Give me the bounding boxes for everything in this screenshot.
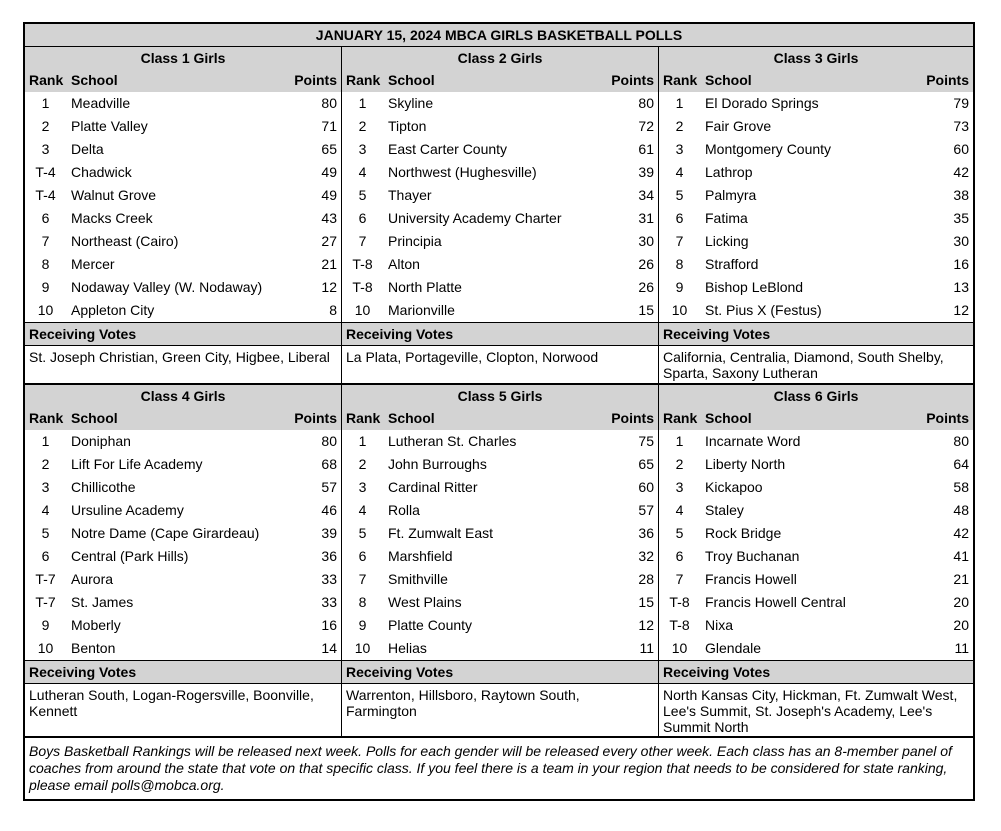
table-row bbox=[25, 591, 341, 614]
rank-cell: 4 bbox=[675, 502, 684, 518]
rank-cell: 5 bbox=[358, 187, 367, 203]
table-row bbox=[659, 614, 973, 637]
rank-cell: 2 bbox=[358, 456, 367, 472]
table-row bbox=[25, 476, 341, 499]
points-cell: 68 bbox=[321, 456, 337, 472]
receiving-votes-list: North Kansas City, Hickman, Ft. Zumwalt West, Lee's Summit, St. Joseph's Academy, Lee's Summit North bbox=[663, 687, 958, 735]
class-title: Class 2 Girls bbox=[342, 47, 658, 69]
points-cell: 16 bbox=[953, 256, 969, 272]
receiving-votes-header: Receiving Votes bbox=[25, 322, 341, 346]
school-cell: Doniphan bbox=[71, 433, 131, 449]
table-row bbox=[342, 591, 658, 614]
table-row bbox=[25, 453, 341, 476]
rank-cell: 7 bbox=[675, 571, 684, 587]
rank-cell: 9 bbox=[358, 617, 367, 633]
points-header: Points bbox=[611, 410, 654, 426]
school-cell: Tipton bbox=[388, 118, 427, 134]
school-cell: Francis Howell Central bbox=[705, 594, 846, 610]
table-row bbox=[25, 115, 341, 138]
rank-cell: 5 bbox=[675, 187, 684, 203]
rank-cell: 4 bbox=[358, 502, 367, 518]
school-cell: Montgomery County bbox=[705, 141, 832, 157]
table-row bbox=[659, 115, 973, 138]
school-cell: Northeast (Cairo) bbox=[71, 233, 179, 249]
points-cell: 21 bbox=[321, 256, 337, 272]
table-row bbox=[659, 545, 973, 568]
table-row bbox=[25, 138, 341, 161]
table-row bbox=[659, 230, 973, 253]
school-header: School bbox=[388, 410, 435, 426]
table-row bbox=[342, 276, 658, 299]
points-header: Points bbox=[611, 72, 654, 88]
points-cell: 16 bbox=[321, 617, 337, 633]
rank-cell: 3 bbox=[41, 141, 50, 157]
school-header: School bbox=[705, 410, 752, 426]
rank-cell: 10 bbox=[671, 640, 688, 656]
points-cell: 12 bbox=[953, 302, 969, 318]
school-cell: Skyline bbox=[388, 95, 434, 111]
column-header-row bbox=[25, 69, 341, 92]
rank-cell: T-4 bbox=[35, 164, 56, 180]
class-column bbox=[25, 385, 342, 736]
table-row bbox=[659, 138, 973, 161]
table-row bbox=[342, 430, 658, 453]
school-cell: Northwest (Hughesville) bbox=[388, 164, 537, 180]
class-column bbox=[659, 385, 973, 736]
table-row bbox=[342, 161, 658, 184]
rank-cell: 1 bbox=[675, 95, 684, 111]
school-cell: Chillicothe bbox=[71, 479, 136, 495]
rank-cell: T-4 bbox=[35, 187, 56, 203]
rank-cell: 1 bbox=[41, 433, 50, 449]
school-cell: Benton bbox=[71, 640, 116, 656]
school-cell: Aurora bbox=[71, 571, 114, 587]
school-header: School bbox=[71, 410, 118, 426]
table-row bbox=[25, 230, 341, 253]
rank-cell: T-8 bbox=[352, 279, 373, 295]
school-cell: Fatima bbox=[705, 210, 748, 226]
points-cell: 20 bbox=[953, 594, 969, 610]
table-row bbox=[659, 207, 973, 230]
school-cell: Rolla bbox=[388, 502, 420, 518]
points-cell: 58 bbox=[953, 479, 969, 495]
points-cell: 75 bbox=[638, 433, 654, 449]
table-row bbox=[342, 568, 658, 591]
school-cell: John Burroughs bbox=[388, 456, 487, 472]
rank-cell: 2 bbox=[358, 118, 367, 134]
rank-cell: 7 bbox=[41, 233, 50, 249]
points-cell: 15 bbox=[638, 594, 654, 610]
receiving-votes-header: Receiving Votes bbox=[659, 322, 973, 346]
receiving-votes-list: Warrenton, Hillsboro, Raytown South, Farmington bbox=[346, 687, 580, 719]
points-cell: 26 bbox=[638, 279, 654, 295]
points-cell: 42 bbox=[953, 525, 969, 541]
rank-cell: 10 bbox=[354, 640, 371, 656]
school-cell: Liberty North bbox=[705, 456, 786, 472]
points-cell: 30 bbox=[953, 233, 969, 249]
points-cell: 48 bbox=[953, 502, 969, 518]
table-row bbox=[659, 276, 973, 299]
school-cell: Platte County bbox=[388, 617, 473, 633]
points-cell: 30 bbox=[638, 233, 654, 249]
class-column bbox=[342, 47, 659, 383]
school-cell: Rock Bridge bbox=[705, 525, 782, 541]
school-cell: Platte Valley bbox=[71, 118, 148, 134]
school-cell: Troy Buchanan bbox=[705, 548, 800, 564]
rank-cell: 3 bbox=[675, 141, 684, 157]
school-cell: Staley bbox=[705, 502, 744, 518]
table-row bbox=[25, 499, 341, 522]
rank-cell: 5 bbox=[358, 525, 367, 541]
points-cell: 60 bbox=[953, 141, 969, 157]
rank-cell: 10 bbox=[671, 302, 688, 318]
column-header-row bbox=[342, 69, 658, 92]
table-row bbox=[25, 299, 341, 322]
table-row bbox=[659, 253, 973, 276]
rank-cell: 8 bbox=[675, 256, 684, 272]
school-cell: Appleton City bbox=[71, 302, 155, 318]
school-cell: Glendale bbox=[705, 640, 762, 656]
points-cell: 32 bbox=[638, 548, 654, 564]
class-column bbox=[659, 47, 973, 383]
rank-header: Rank bbox=[346, 72, 381, 88]
table-row bbox=[659, 522, 973, 545]
points-cell: 34 bbox=[638, 187, 654, 203]
school-cell: Helias bbox=[388, 640, 427, 656]
table-row bbox=[342, 184, 658, 207]
class-title: Class 4 Girls bbox=[25, 385, 341, 407]
rank-cell: 6 bbox=[358, 548, 367, 564]
receiving-votes-header: Receiving Votes bbox=[342, 322, 658, 346]
table-row bbox=[342, 115, 658, 138]
school-cell: University Academy Charter bbox=[388, 210, 562, 226]
rank-cell: T-8 bbox=[352, 256, 373, 272]
table-row bbox=[342, 499, 658, 522]
school-cell: Delta bbox=[71, 141, 104, 157]
points-cell: 12 bbox=[321, 279, 337, 295]
school-cell: St. James bbox=[71, 594, 134, 610]
rank-header: Rank bbox=[663, 410, 698, 426]
rank-cell: 9 bbox=[675, 279, 684, 295]
points-cell: 8 bbox=[329, 302, 337, 318]
school-cell: Principia bbox=[388, 233, 442, 249]
rank-cell: 1 bbox=[358, 433, 367, 449]
points-cell: 42 bbox=[953, 164, 969, 180]
rank-cell: 4 bbox=[358, 164, 367, 180]
school-cell: Marshfield bbox=[388, 548, 453, 564]
rank-cell: 1 bbox=[358, 95, 367, 111]
rank-cell: 6 bbox=[675, 210, 684, 226]
table-row bbox=[342, 92, 658, 115]
school-cell: West Plains bbox=[388, 594, 462, 610]
points-cell: 80 bbox=[321, 433, 337, 449]
receiving-votes-list: La Plata, Portageville, Clopton, Norwood bbox=[346, 349, 599, 365]
points-cell: 26 bbox=[638, 256, 654, 272]
school-cell: St. Pius X (Festus) bbox=[705, 302, 822, 318]
class-title: Class 3 Girls bbox=[659, 47, 973, 69]
points-cell: 21 bbox=[953, 571, 969, 587]
points-cell: 41 bbox=[953, 548, 969, 564]
points-cell: 39 bbox=[638, 164, 654, 180]
points-cell: 13 bbox=[953, 279, 969, 295]
table-row bbox=[25, 568, 341, 591]
rank-cell: 3 bbox=[358, 141, 367, 157]
school-cell: East Carter County bbox=[388, 141, 508, 157]
table-row bbox=[659, 161, 973, 184]
table-row bbox=[659, 453, 973, 476]
points-cell: 72 bbox=[638, 118, 654, 134]
table-row bbox=[25, 207, 341, 230]
class-column bbox=[342, 385, 659, 736]
points-cell: 38 bbox=[953, 187, 969, 203]
school-header: School bbox=[388, 72, 435, 88]
rank-cell: 6 bbox=[41, 548, 50, 564]
column-header-row bbox=[659, 69, 973, 92]
points-cell: 31 bbox=[638, 210, 654, 226]
rank-cell: 4 bbox=[41, 502, 50, 518]
table-row bbox=[659, 184, 973, 207]
table-row bbox=[342, 299, 658, 322]
table-row bbox=[342, 545, 658, 568]
table-row bbox=[659, 92, 973, 115]
points-cell: 80 bbox=[638, 95, 654, 111]
table-row bbox=[25, 184, 341, 207]
points-cell: 43 bbox=[321, 210, 337, 226]
points-cell: 36 bbox=[638, 525, 654, 541]
rank-cell: 5 bbox=[675, 525, 684, 541]
class-title: Class 1 Girls bbox=[25, 47, 341, 69]
bottom-band bbox=[25, 385, 973, 738]
points-cell: 46 bbox=[321, 502, 337, 518]
rank-cell: 2 bbox=[41, 456, 50, 472]
rank-cell: 7 bbox=[358, 233, 367, 249]
rank-cell: 1 bbox=[41, 95, 50, 111]
rank-cell: 2 bbox=[675, 118, 684, 134]
table-row bbox=[659, 637, 973, 660]
school-cell: Cardinal Ritter bbox=[388, 479, 478, 495]
points-header: Points bbox=[294, 410, 337, 426]
school-cell: Fair Grove bbox=[705, 118, 772, 134]
rank-cell: 4 bbox=[675, 164, 684, 180]
table-row bbox=[342, 476, 658, 499]
school-cell: Incarnate Word bbox=[705, 433, 801, 449]
table-row bbox=[25, 161, 341, 184]
points-cell: 71 bbox=[321, 118, 337, 134]
points-cell: 14 bbox=[321, 640, 337, 656]
rank-cell: 1 bbox=[675, 433, 684, 449]
school-cell: North Platte bbox=[388, 279, 462, 295]
points-cell: 80 bbox=[321, 95, 337, 111]
receiving-votes-list: Lutheran South, Logan-Rogersville, Boonville, Kennett bbox=[29, 687, 314, 719]
table-row bbox=[659, 499, 973, 522]
school-cell: Marionville bbox=[388, 302, 455, 318]
rank-cell: 2 bbox=[675, 456, 684, 472]
rank-cell: 10 bbox=[37, 640, 54, 656]
rank-header: Rank bbox=[29, 410, 64, 426]
table-row bbox=[25, 545, 341, 568]
rank-cell: 7 bbox=[358, 571, 367, 587]
points-cell: 15 bbox=[638, 302, 654, 318]
points-cell: 36 bbox=[321, 548, 337, 564]
school-cell: Nixa bbox=[705, 617, 734, 633]
points-cell: 65 bbox=[638, 456, 654, 472]
top-band bbox=[25, 47, 973, 385]
rank-cell: 8 bbox=[358, 594, 367, 610]
school-cell: Ft. Zumwalt East bbox=[388, 525, 494, 541]
table-row bbox=[342, 253, 658, 276]
points-cell: 11 bbox=[639, 640, 654, 656]
table-row bbox=[342, 522, 658, 545]
school-cell: Nodaway Valley (W. Nodaway) bbox=[71, 279, 263, 295]
table-row bbox=[659, 568, 973, 591]
table-row bbox=[342, 614, 658, 637]
points-cell: 73 bbox=[953, 118, 969, 134]
poll-title: JANUARY 15, 2024 MBCA GIRLS BASKETBALL POLLS bbox=[25, 24, 973, 47]
class-title: Class 5 Girls bbox=[342, 385, 658, 407]
table-row bbox=[25, 276, 341, 299]
points-cell: 20 bbox=[953, 617, 969, 633]
points-cell: 35 bbox=[953, 210, 969, 226]
school-cell: Kickapoo bbox=[705, 479, 763, 495]
table-row bbox=[342, 138, 658, 161]
points-cell: 11 bbox=[954, 640, 969, 656]
table-row bbox=[25, 522, 341, 545]
rank-cell: T-7 bbox=[35, 571, 56, 587]
school-cell: Thayer bbox=[388, 187, 432, 203]
rank-cell: 10 bbox=[354, 302, 371, 318]
table-row bbox=[342, 230, 658, 253]
receiving-votes-header: Receiving Votes bbox=[659, 660, 973, 684]
class-column bbox=[25, 47, 342, 383]
school-cell: El Dorado Springs bbox=[705, 95, 819, 111]
points-cell: 33 bbox=[321, 594, 337, 610]
school-cell: Central (Park Hills) bbox=[71, 548, 189, 564]
rank-cell: 8 bbox=[41, 256, 50, 272]
points-header: Points bbox=[926, 410, 969, 426]
rank-cell: 10 bbox=[37, 302, 54, 318]
points-cell: 28 bbox=[638, 571, 654, 587]
points-cell: 27 bbox=[321, 233, 337, 249]
table-row bbox=[25, 253, 341, 276]
school-cell: Licking bbox=[705, 233, 749, 249]
rank-cell: 3 bbox=[675, 479, 684, 495]
table-row bbox=[342, 453, 658, 476]
rank-cell: 9 bbox=[41, 279, 50, 295]
class-title: Class 6 Girls bbox=[659, 385, 973, 407]
school-cell: Moberly bbox=[71, 617, 121, 633]
rank-cell: 3 bbox=[41, 479, 50, 495]
rank-cell: 5 bbox=[41, 525, 50, 541]
rank-cell: T-7 bbox=[35, 594, 56, 610]
receiving-votes-header: Receiving Votes bbox=[25, 660, 341, 684]
table-row bbox=[342, 207, 658, 230]
receiving-votes-header: Receiving Votes bbox=[342, 660, 658, 684]
rank-cell: 2 bbox=[41, 118, 50, 134]
points-header: Points bbox=[926, 72, 969, 88]
points-cell: 49 bbox=[321, 164, 337, 180]
rank-header: Rank bbox=[346, 410, 381, 426]
points-cell: 39 bbox=[321, 525, 337, 541]
school-cell: Mercer bbox=[71, 256, 115, 272]
school-cell: Smithville bbox=[388, 571, 448, 587]
column-header-row bbox=[659, 407, 973, 430]
points-cell: 80 bbox=[953, 433, 969, 449]
table-row bbox=[659, 591, 973, 614]
school-cell: Francis Howell bbox=[705, 571, 797, 587]
school-cell: Notre Dame (Cape Girardeau) bbox=[71, 525, 260, 541]
school-cell: Lift For Life Academy bbox=[71, 456, 203, 472]
rank-cell: 7 bbox=[675, 233, 684, 249]
receiving-votes-list: St. Joseph Christian, Green City, Higbee, Liberal bbox=[29, 349, 330, 365]
rank-cell: 6 bbox=[675, 548, 684, 564]
table-row bbox=[25, 92, 341, 115]
points-cell: 79 bbox=[953, 95, 969, 111]
points-cell: 57 bbox=[321, 479, 337, 495]
rank-cell: 9 bbox=[41, 617, 50, 633]
school-cell: Lutheran St. Charles bbox=[388, 433, 517, 449]
table-row bbox=[659, 476, 973, 499]
points-cell: 64 bbox=[953, 456, 969, 472]
footer-note: Boys Basketball Rankings will be released next week. Polls for each gender will be released every other week. Each class has an 8-member panel of coaches from around the state that vote on that specific class. If you feel there is a team in your region that needs to be considered for state ranking, please email polls@mobca.org. bbox=[29, 743, 952, 793]
school-cell: Alton bbox=[388, 256, 420, 272]
school-header: School bbox=[705, 72, 752, 88]
rank-cell: 3 bbox=[358, 479, 367, 495]
table-row bbox=[342, 637, 658, 660]
rank-cell: 6 bbox=[41, 210, 50, 226]
rank-cell: 6 bbox=[358, 210, 367, 226]
column-header-row bbox=[342, 407, 658, 430]
school-cell: Lathrop bbox=[705, 164, 753, 180]
school-cell: Ursuline Academy bbox=[71, 502, 184, 518]
points-cell: 61 bbox=[638, 141, 654, 157]
rank-cell: T-8 bbox=[669, 617, 690, 633]
rank-cell: T-8 bbox=[669, 594, 690, 610]
school-cell: Strafford bbox=[705, 256, 759, 272]
school-cell: Chadwick bbox=[71, 164, 132, 180]
table-row bbox=[25, 430, 341, 453]
table-row bbox=[25, 614, 341, 637]
school-header: School bbox=[71, 72, 118, 88]
points-cell: 12 bbox=[638, 617, 654, 633]
school-cell: Meadville bbox=[71, 95, 131, 111]
polls-table bbox=[23, 22, 975, 801]
table-row bbox=[659, 430, 973, 453]
school-cell: Macks Creek bbox=[71, 210, 153, 226]
points-cell: 33 bbox=[321, 571, 337, 587]
rank-header: Rank bbox=[663, 72, 698, 88]
points-cell: 65 bbox=[321, 141, 337, 157]
school-cell: Bishop LeBlond bbox=[705, 279, 804, 295]
rank-header: Rank bbox=[29, 72, 64, 88]
points-cell: 49 bbox=[321, 187, 337, 203]
points-cell: 57 bbox=[638, 502, 654, 518]
table-row bbox=[659, 299, 973, 322]
school-cell: Walnut Grove bbox=[71, 187, 157, 203]
receiving-votes-list: California, Centralia, Diamond, South Shelby, Sparta, Saxony Lutheran bbox=[663, 349, 944, 381]
points-cell: 60 bbox=[638, 479, 654, 495]
column-header-row bbox=[25, 407, 341, 430]
school-cell: Palmyra bbox=[705, 187, 757, 203]
table-row bbox=[25, 637, 341, 660]
points-header: Points bbox=[294, 72, 337, 88]
